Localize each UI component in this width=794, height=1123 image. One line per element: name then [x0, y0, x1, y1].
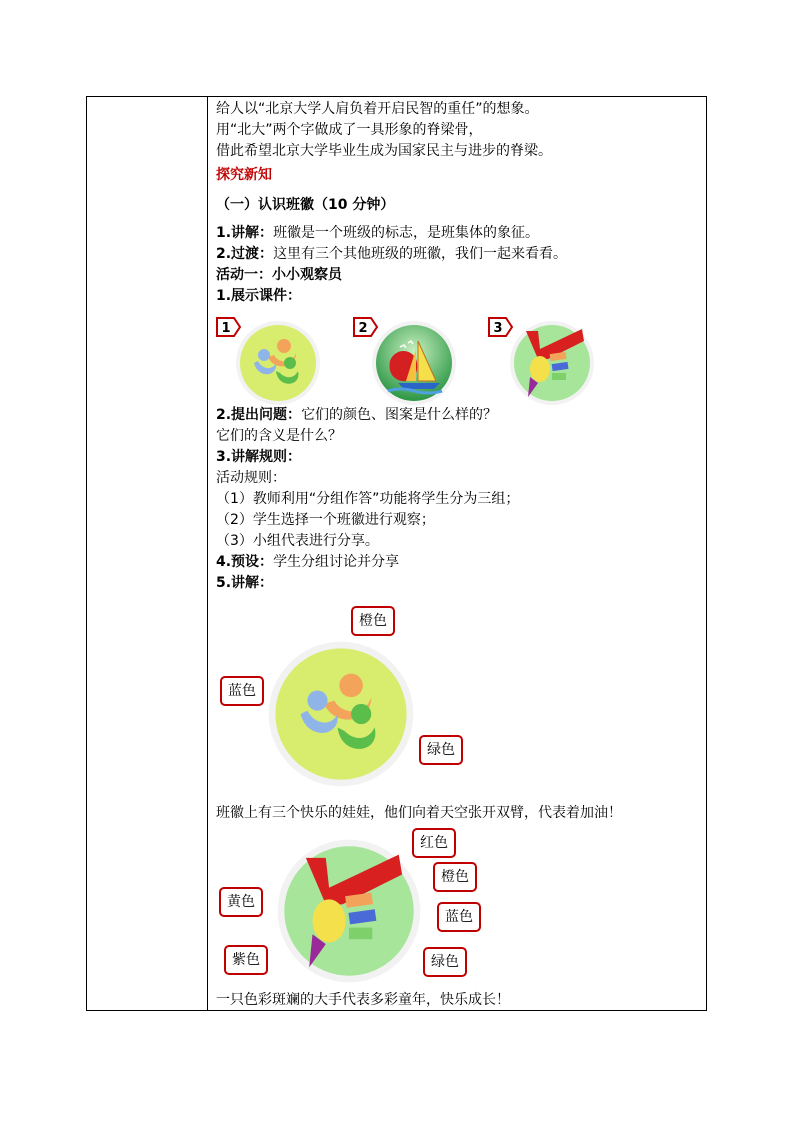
- point-text: 班徽是一个班级的标志，是班集体的象征。: [273, 225, 540, 241]
- preset: [216, 552, 399, 573]
- show-courseware: 1.展示课件：: [216, 288, 302, 304]
- point-1: [216, 223, 539, 244]
- question: [216, 405, 497, 426]
- rule-item: （2）学生选择一个班徽进行观察；: [216, 512, 435, 528]
- class-emblem-kids: [234, 319, 322, 414]
- lesson-table: [86, 96, 707, 1011]
- text-line: 用“北大”两个字做成了一具形象的脊梁骨，: [216, 122, 483, 138]
- number-label: 2: [358, 321, 368, 336]
- number-label: 3: [493, 321, 503, 336]
- text-line: 它们的含义是什么？: [216, 428, 342, 444]
- callout-yellow: 黄色: [219, 887, 263, 917]
- class-emblem-hand: [508, 319, 596, 414]
- text-line: 借此希望北京大学毕业生成为国家民主与进步的脊梁。: [216, 143, 552, 159]
- point-label: 2.提出问题：: [216, 407, 302, 423]
- callout-purple: 紫色: [224, 945, 268, 975]
- activity-title: 活动一：小小观察员: [216, 267, 342, 283]
- point-text: 学生分组讨论并分享: [273, 554, 400, 570]
- point-label: 1.讲解：: [216, 225, 274, 241]
- emblem-kids-large: [267, 640, 415, 795]
- callout-orange: 橙色: [351, 606, 395, 636]
- point-text: 这里有三个其他班级的班徽，我们一起来看看。: [273, 246, 568, 262]
- point-2: [216, 244, 567, 265]
- number-label: 1: [221, 321, 231, 336]
- explain-label: 5.讲解：: [216, 575, 274, 591]
- section-heading: 探究新知: [216, 167, 272, 183]
- column-divider: [207, 97, 208, 1010]
- lesson-content: [216, 97, 700, 1010]
- text-line: 给人以“北京大学人肩负着开启民智的重任”的想象。: [216, 101, 539, 117]
- rule-item: （3）小组代表进行分享。: [216, 533, 379, 549]
- callout-green: 绿色: [423, 947, 467, 977]
- callout-orange: 橙色: [433, 862, 477, 892]
- point-text: 它们的颜色、图案是什么样的？: [301, 407, 498, 423]
- emblem-description: 一只色彩斑斓的大手代表多彩童年，快乐成长！: [216, 992, 510, 1008]
- emblem-hand-large: [276, 838, 422, 991]
- point-label: 4.预设：: [216, 554, 274, 570]
- rule-item: （1）教师利用“分组作答”功能将学生分为三组；: [216, 491, 520, 507]
- callout-red: 红色: [412, 828, 456, 858]
- callout-blue: 蓝色: [220, 676, 264, 706]
- callout-blue: 蓝色: [437, 902, 481, 932]
- rules-title: 活动规则：: [216, 470, 286, 486]
- emblem-description: 班徽上有三个快乐的娃娃，他们向着天空张开双臂，代表着加油！: [216, 805, 622, 821]
- point-label: 2.过渡：: [216, 246, 274, 262]
- class-emblem-sailboat: [370, 319, 458, 414]
- callout-green: 绿色: [419, 735, 463, 765]
- subsection-title: （一）认识班徽（10 分钟）: [216, 197, 395, 213]
- rule-label: 3.讲解规则：: [216, 449, 302, 465]
